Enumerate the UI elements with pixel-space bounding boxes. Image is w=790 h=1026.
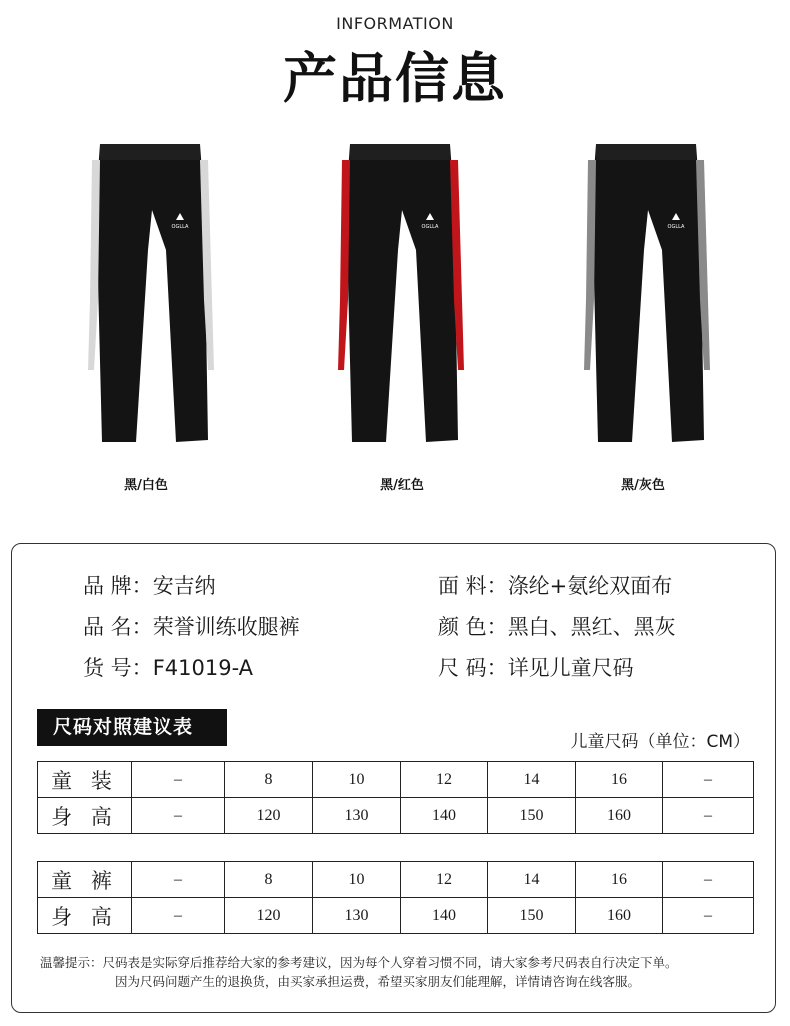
- table-cell: –: [663, 862, 754, 898]
- pants-illustration: [70, 140, 230, 460]
- row-header: 童 装: [38, 762, 132, 798]
- table-cell: 150: [488, 798, 576, 834]
- spec-value: 涤纶+氨纶双面布: [507, 574, 673, 598]
- brand-logo: OGLLA: [171, 224, 189, 230]
- spec-label: 颜 色：: [438, 615, 508, 639]
- table-cell: –: [132, 762, 225, 798]
- table-cell: 16: [576, 862, 663, 898]
- pants-illustration: [566, 140, 726, 460]
- table-cell: 120: [225, 798, 313, 834]
- table-cell: 120: [225, 898, 313, 934]
- table-cell: 14: [488, 862, 576, 898]
- table-cell: 130: [313, 798, 401, 834]
- spec-fabric: [438, 570, 672, 600]
- spec-sku: [83, 652, 253, 682]
- size-table-tops: [37, 761, 754, 834]
- table-cell: 8: [225, 862, 313, 898]
- table-cell: 12: [401, 762, 488, 798]
- spec-label: 品 牌：: [83, 574, 153, 598]
- row-header: 身 高: [38, 898, 132, 934]
- spec-value: 详见儿童尺码: [507, 656, 634, 680]
- table-cell: –: [132, 898, 225, 934]
- size-chart-tag: 尺码对照建议表: [37, 709, 227, 746]
- brand-logo: OGLLA: [667, 224, 685, 230]
- spec-label: 尺 码：: [438, 656, 508, 680]
- product-image-black-red: [320, 140, 480, 460]
- product-image-black-gray: [566, 140, 726, 460]
- table-cell: 140: [401, 798, 488, 834]
- disclaimer-line: 温馨提示：尺码表是实际穿后推荐给大家的参考建议，因为每个人穿着习惯不同，请大家参考尺码表自行决定下单。: [40, 955, 678, 970]
- pants-illustration: [320, 140, 480, 460]
- spec-label: 面 料：: [438, 574, 508, 598]
- product-color-label: 黑/白色: [124, 478, 168, 493]
- table-cell: 12: [401, 862, 488, 898]
- table-cell: 130: [313, 898, 401, 934]
- table-cell: –: [663, 898, 754, 934]
- table-cell: 10: [313, 862, 401, 898]
- spec-label: 货 号：: [83, 656, 153, 680]
- size-disclaimer: [40, 953, 760, 991]
- spec-value: 荣誉训练收腿裤: [152, 615, 300, 639]
- row-header: 身 高: [38, 798, 132, 834]
- section-subtitle: INFORMATION: [336, 14, 454, 33]
- spec-value: 安吉纳: [152, 574, 216, 598]
- product-color-label: 黑/红色: [380, 478, 424, 493]
- size-table-pants: [37, 861, 754, 934]
- product-color-label: 黑/灰色: [621, 478, 665, 493]
- spec-brand: [83, 570, 216, 600]
- table-cell: –: [663, 762, 754, 798]
- table-cell: –: [132, 862, 225, 898]
- table-cell: –: [132, 798, 225, 834]
- table-row: [38, 898, 754, 934]
- row-header: 童 裤: [38, 862, 132, 898]
- spec-name: [83, 611, 300, 641]
- table-cell: 14: [488, 762, 576, 798]
- table-cell: –: [663, 798, 754, 834]
- size-unit-note: 儿童尺码（单位：CM）: [570, 732, 750, 752]
- table-cell: 160: [576, 898, 663, 934]
- section-title: 产品信息: [283, 47, 507, 110]
- table-row: [38, 798, 754, 834]
- brand-logo: OGLLA: [421, 224, 439, 230]
- table-cell: 160: [576, 798, 663, 834]
- spec-value: F41019-A: [152, 656, 254, 680]
- spec-color: [438, 611, 676, 641]
- table-cell: 8: [225, 762, 313, 798]
- product-image-black-white: [70, 140, 230, 460]
- table-cell: 140: [401, 898, 488, 934]
- table-row: [38, 762, 754, 798]
- spec-value: 黑白、黑红、黑灰: [507, 615, 676, 639]
- disclaimer-line: 因为尺码问题产生的退换货，由买家承担运费，希望买家朋友们能理解，详情请咨询在线客服。: [115, 974, 641, 989]
- table-cell: 10: [313, 762, 401, 798]
- table-row: [38, 862, 754, 898]
- spec-label: 品 名：: [83, 615, 153, 639]
- table-cell: 150: [488, 898, 576, 934]
- spec-size: [438, 652, 634, 682]
- table-cell: 16: [576, 762, 663, 798]
